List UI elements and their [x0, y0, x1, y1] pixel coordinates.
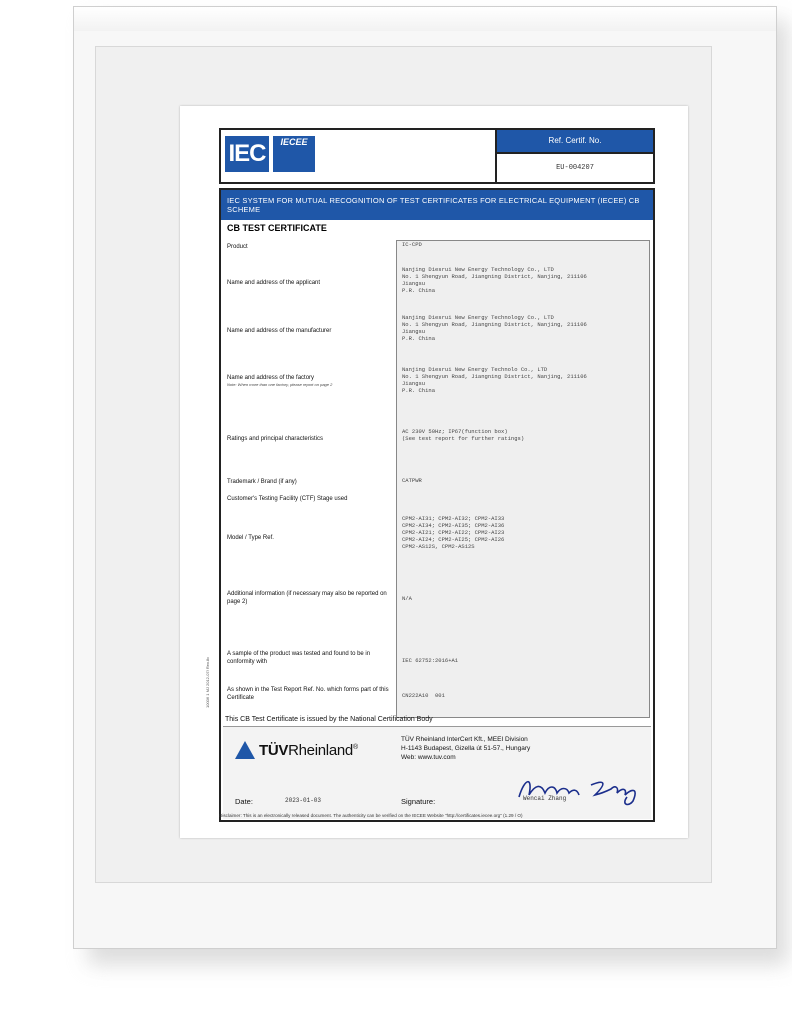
field-label-ctf: Customer's Testing Facility (CTF) Stage used [227, 496, 348, 502]
date-label: Date: [235, 797, 253, 806]
field-value-test-report: CN222A10 001 [402, 692, 445, 699]
iecee-logo-text: IECEE [280, 137, 308, 147]
field-label-model: Model / Type Ref. [227, 535, 274, 541]
disclaimer: Disclaimer: This is an electronically released document. The authenticity can be verified on the IECEE Website "http://certificates.iecee.org" (1.29 / O) [219, 813, 523, 818]
field-value-manufacturer: Nanjing Diesrui New Energy Technology Co., LTD No. 1 Shengyun Road, Jiangning District, Nanjing, 211106 Jiangsu P.R. China [402, 314, 587, 342]
signature-label: Signature: [401, 797, 436, 806]
frame-bevel [74, 7, 776, 31]
field-value-ratings: AC 230V 50Hz; IP67(function box) (See test report for further ratings) [402, 428, 525, 442]
tuv-logo-bold: TÜV [259, 742, 289, 759]
issued-by-text: This CB Test Certificate is issued by the National Certification Body [225, 716, 433, 723]
field-value-factory: Nanjing Diesrui New Energy Technolo Co., LTD No. 1 Shengyun Road, Jiangning District, Nanjing, 211106 Jiangsu P.R. China [402, 366, 587, 394]
field-label-manufacturer: Name and address of the manufacturer [227, 328, 332, 334]
field-label-applicant: Name and address of the applicant [227, 280, 321, 286]
certificate-body [219, 188, 655, 822]
field-label-trademark: Trademark / Brand (if any) [227, 479, 297, 485]
tuv-triangle-icon [235, 741, 255, 759]
field-value-product: IC-CPD [402, 241, 422, 248]
certification-body-address [401, 735, 530, 762]
ref-title: Ref. Certif. No. [497, 130, 653, 154]
field-value-conformity: IEC 62752:2016+A1 [402, 657, 459, 664]
address-line-3: Web: www.tuv.com [401, 754, 456, 761]
tuv-logo-reg: ® [352, 744, 358, 751]
field-label-conformity: A sample of the product was tested and found to be in conformity with [227, 651, 371, 665]
field-value-additional: N/A [402, 595, 412, 602]
tuv-logo-rest: Rheinland [288, 742, 353, 759]
certificate-header [219, 128, 655, 184]
field-value-trademark: CATPWR [402, 477, 422, 484]
address-line-1: TÜV Rheinland InterCert Kft., MEEI Division [401, 736, 528, 743]
field-label-product: Product [227, 244, 248, 250]
certificate-title: CB TEST CERTIFICATE [227, 223, 327, 233]
field-value-model: CPM2-AI31; CPM2-AI32; CPM2-AI33 CPM2-AI34; CPM2-AI35; CPM2-AI36 CPM2-AI21; CPM2-AI22; CPM2-AI23 CPM2-AI24; CPM2-AI25; CPM2-AI26 CPM2-AS12S, CPM2-AS12S [402, 515, 505, 550]
ref-value: EU-004207 [556, 164, 594, 172]
signature-name: Wencai Zhang [523, 795, 567, 802]
logo-area [221, 130, 497, 182]
tuv-logo [259, 742, 358, 759]
date-value: 2023-01-03 [285, 797, 322, 804]
system-title: IEC SYSTEM FOR MUTUAL RECOGNITION OF TEST CERTIFICATES FOR ELECTRICAL EQUIPMENT (IECEE) CB SCHEME [221, 190, 653, 220]
field-label-ratings: Ratings and principal characteristics [227, 436, 324, 442]
field-label-factory: Name and address of the factory Note: When more than one factory, please report on page 2 [227, 374, 392, 388]
values-panel [396, 240, 650, 718]
field-label-test-report: As shown in the Test Report Ref. No. which forms part of this Certificate [227, 687, 389, 701]
address-line-2: H-1143 Budapest, Gizella út 51-57., Hungary [401, 745, 531, 752]
iec-logo: IEC [225, 136, 269, 172]
ref-box [497, 130, 653, 182]
iecee-logo [273, 136, 315, 172]
side-form-code: 10006 1 MJ 2012-07/ Rev.8c [205, 656, 210, 708]
field-label-additional: Additional information (if necessary may also be reported on page 2) [227, 591, 387, 605]
certificate-footer [223, 726, 651, 819]
field-value-applicant: Nanjing Diesrui New Energy Technology Co., LTD No. 1 Shengyun Road, Jiangning District, Nanjing, 211106 Jiangsu P.R. China [402, 266, 587, 294]
factory-note: Note: When more than one factory, please report on page 2 [227, 382, 333, 387]
